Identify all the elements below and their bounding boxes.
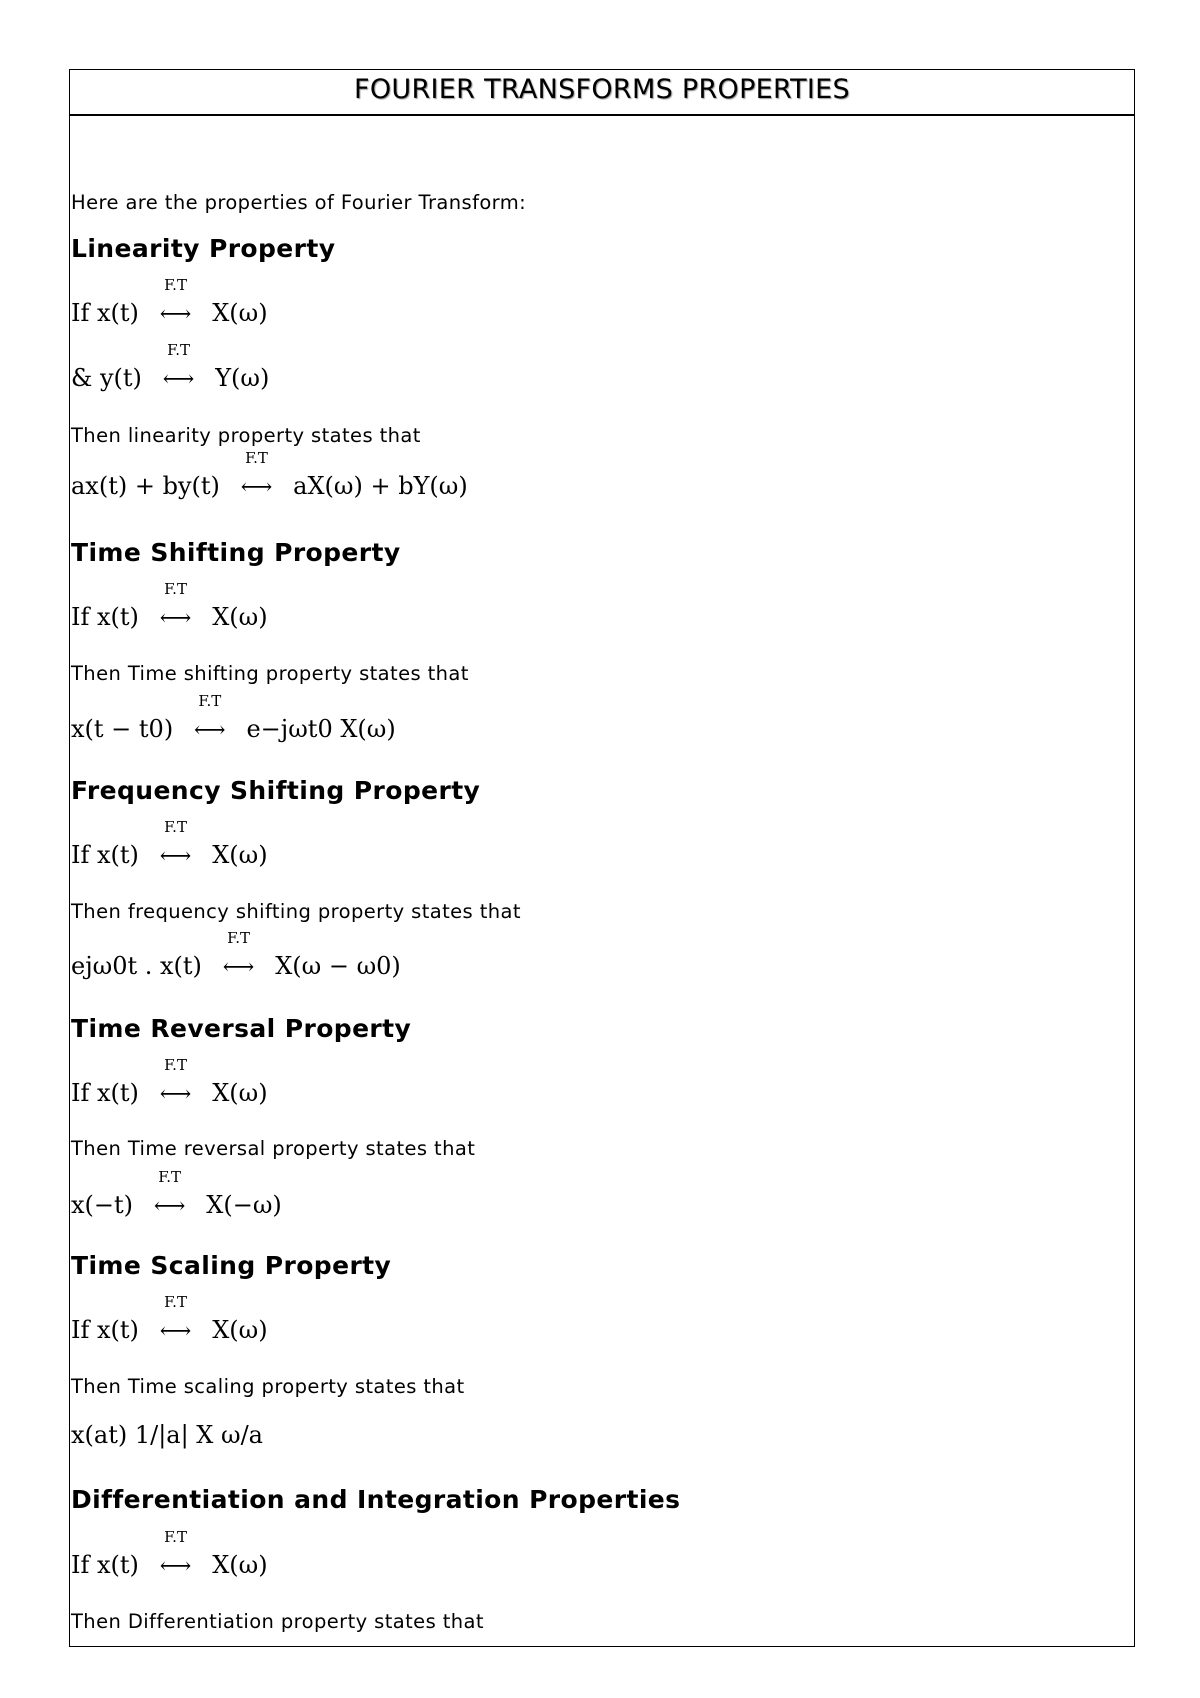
linearity-given-y (71, 341, 270, 395)
diff-int-given-lhs: If x(t) (71, 1551, 139, 1579)
ft-arrow: F.T ⟷ (151, 1315, 201, 1347)
ft-arrow-label: F.T (164, 580, 187, 598)
intro-text: Here are the properties of Fourier Transform: (71, 191, 527, 214)
time-reversal-result (71, 1168, 282, 1222)
time-reversal-given-lhs: If x(t) (71, 1079, 139, 1107)
time-shift-heading: Time Shifting Property (71, 538, 401, 567)
diff-int-given-rhs: X(ω) (212, 1551, 268, 1579)
freq-shift-given (71, 818, 268, 872)
freq-shift-given-lhs: If x(t) (71, 841, 139, 869)
ft-arrow-label: F.T (245, 449, 268, 467)
ft-arrow: F.T ⟷ (151, 1550, 201, 1582)
ft-arrow-label: F.T (158, 1168, 182, 1186)
time-scaling-given-lhs: If x(t) (71, 1316, 139, 1344)
freq-shift-heading: Frequency Shifting Property (71, 776, 481, 805)
time-shift-statement: Then Time shifting property states that (71, 662, 469, 685)
ft-arrow: F.T ⟷ (154, 363, 204, 395)
linearity-heading: Linearity Property (71, 234, 336, 263)
ft-arrow: F.T ⟷ (232, 471, 282, 503)
ft-arrow-label: F.T (164, 1056, 187, 1074)
linearity-given-y-rhs: Y(ω) (215, 364, 270, 392)
freq-shift-statement: Then frequency shifting property states that (71, 900, 521, 923)
time-scaling-heading: Time Scaling Property (71, 1251, 392, 1280)
time-scaling-given-rhs: X(ω) (212, 1316, 268, 1344)
diff-int-heading: Differentiation and Integration Properties (71, 1485, 681, 1514)
freq-shift-result-rhs: X(ω − ω0) (275, 952, 401, 980)
page-frame (69, 69, 1135, 1647)
time-reversal-result-rhs: X(−ω) (206, 1191, 282, 1219)
time-shift-result (71, 692, 396, 746)
ft-arrow-label: F.T (164, 818, 187, 836)
time-shift-given (71, 580, 268, 634)
time-shift-result-rhs: e−jωt0 X(ω) (246, 715, 396, 743)
time-reversal-result-lhs: x(−t) (71, 1191, 134, 1219)
linearity-statement: Then linearity property states that (71, 424, 421, 447)
ft-arrow-label: F.T (164, 276, 187, 294)
time-scaling-given (71, 1293, 268, 1347)
linearity-result-rhs: aX(ω) + bY(ω) (293, 472, 468, 500)
ft-arrow-label: F.T (227, 929, 250, 947)
ft-arrow: F.T ⟷ (151, 1078, 201, 1110)
linearity-result (71, 449, 468, 503)
linearity-given-x-rhs: X(ω) (212, 299, 268, 327)
ft-arrow-label: F.T (167, 341, 190, 359)
time-reversal-statement: Then Time reversal property states that (71, 1137, 476, 1160)
freq-shift-result-lhs: ejω0t . x(t) (71, 952, 202, 980)
ft-arrow: F.T ⟷ (151, 602, 201, 634)
ft-arrow: F.T ⟷ (145, 1190, 195, 1222)
time-reversal-given-rhs: X(ω) (212, 1079, 268, 1107)
linearity-given-x-lhs: If x(t) (71, 299, 139, 327)
time-scaling-result: x(at) 1/|a| X ω/a (71, 1421, 263, 1449)
time-shift-result-lhs: x(t − t0) (71, 715, 174, 743)
time-shift-given-lhs: If x(t) (71, 603, 139, 631)
ft-arrow: F.T ⟷ (185, 714, 235, 746)
ft-arrow-label: F.T (164, 1528, 187, 1546)
ft-arrow: F.T ⟷ (214, 951, 264, 983)
page-title: FOURIER TRANSFORMS PROPERTIES (70, 70, 1134, 116)
ft-arrow-label: F.T (198, 692, 222, 710)
time-reversal-given (71, 1056, 268, 1110)
linearity-result-lhs: ax(t) + by(t) (71, 472, 220, 500)
freq-shift-given-rhs: X(ω) (212, 841, 268, 869)
diff-int-statement: Then Differentiation property states that (71, 1610, 484, 1633)
time-shift-given-rhs: X(ω) (212, 603, 268, 631)
ft-arrow-label: F.T (164, 1293, 187, 1311)
time-reversal-heading: Time Reversal Property (71, 1014, 412, 1043)
linearity-given-x (71, 276, 268, 330)
freq-shift-result (71, 929, 401, 983)
linearity-given-y-lhs: & y(t) (71, 364, 142, 392)
ft-arrow: F.T ⟷ (151, 298, 201, 330)
diff-int-given (71, 1528, 268, 1582)
ft-arrow: F.T ⟷ (151, 840, 201, 872)
time-scaling-statement: Then Time scaling property states that (71, 1375, 465, 1398)
